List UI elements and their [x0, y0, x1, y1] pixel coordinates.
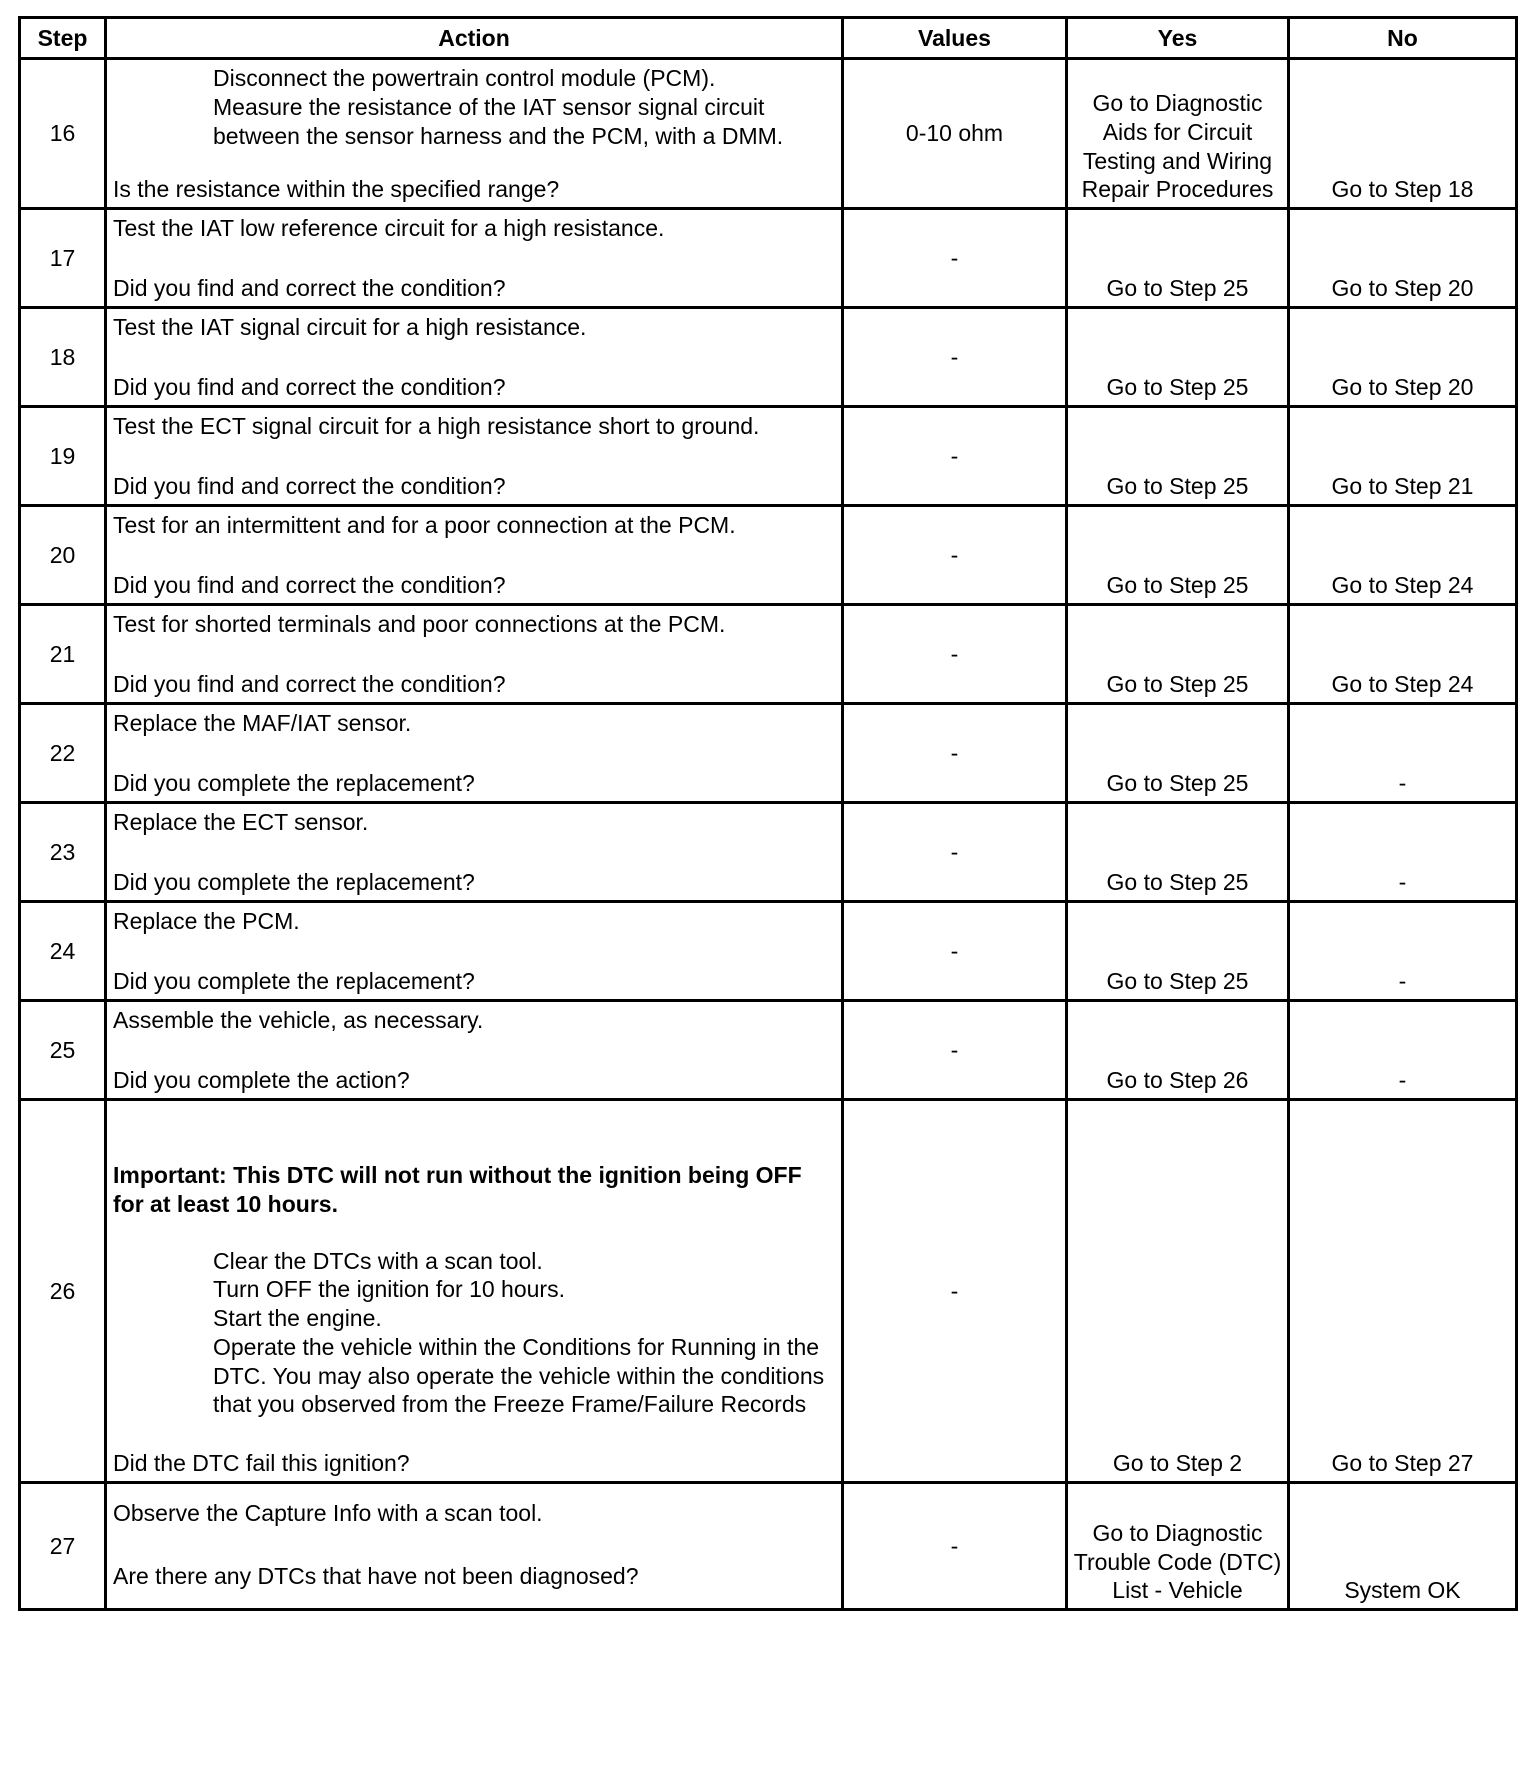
action-question: Did you find and correct the condition?: [113, 572, 506, 599]
step-number: 16: [20, 59, 106, 209]
action-text: Test the ECT signal circuit for a high resistance short to ground.: [113, 413, 760, 439]
action-cell: [106, 59, 843, 209]
header-step: Step: [20, 18, 106, 59]
table-row: [20, 209, 1517, 308]
value-cell: -: [843, 407, 1067, 506]
action-question: Did you find and correct the condition?: [113, 275, 506, 302]
action-text: Test the IAT low reference circuit for a high resistance.: [113, 215, 665, 241]
instruction-line: Operate the vehicle within the Conditions for Running in the DTC. You may also operate the vehicle within the conditions that you observed from the Freeze Frame/Failure Records: [213, 1333, 825, 1418]
yes-cell: Go to Diagnostic Aids for Circuit Testing and Wiring Repair Procedures: [1067, 59, 1289, 209]
value-cell: -: [843, 803, 1067, 902]
value-cell: -: [843, 506, 1067, 605]
step-number: 26: [20, 1100, 106, 1483]
table-row: [20, 605, 1517, 704]
no-cell: Go to Step 24: [1289, 506, 1517, 605]
action-text: Observe the Capture Info with a scan tool.: [113, 1499, 543, 1526]
instruction-line: Clear the DTCs with a scan tool.: [213, 1247, 543, 1274]
action-cell: [106, 1100, 843, 1483]
yes-cell: Go to Step 2: [1067, 1100, 1289, 1483]
step-number: 23: [20, 803, 106, 902]
header-no: No: [1289, 18, 1517, 59]
table-row: [20, 704, 1517, 803]
table-row: [20, 803, 1517, 902]
action-question: Did you complete the replacement?: [113, 869, 475, 896]
step-number: 27: [20, 1483, 106, 1610]
no-cell: -: [1289, 803, 1517, 902]
header-yes: Yes: [1067, 18, 1289, 59]
action-question: Is the resistance within the specified range?: [113, 176, 560, 203]
action-cell: [106, 704, 843, 803]
diagnostic-table: [18, 16, 1518, 1611]
action-text: Assemble the vehicle, as necessary.: [113, 1007, 484, 1033]
no-cell: Go to Step 18: [1289, 59, 1517, 209]
action-cell: [106, 1001, 843, 1100]
action-cell: [106, 803, 843, 902]
step-number: 25: [20, 1001, 106, 1100]
yes-cell: Go to Step 25: [1067, 506, 1289, 605]
action-text: Replace the MAF/IAT sensor.: [113, 710, 412, 736]
value-cell: -: [843, 902, 1067, 1001]
yes-cell: Go to Step 25: [1067, 803, 1289, 902]
table-row: [20, 506, 1517, 605]
action-cell: [106, 308, 843, 407]
no-cell: System OK: [1289, 1483, 1517, 1610]
step-number: 21: [20, 605, 106, 704]
action-text: Test the IAT signal circuit for a high resistance.: [113, 314, 587, 340]
no-cell: Go to Step 20: [1289, 209, 1517, 308]
table-row: [20, 1001, 1517, 1100]
step-number: 18: [20, 308, 106, 407]
table-row: [20, 59, 1517, 209]
yes-cell: Go to Step 25: [1067, 209, 1289, 308]
yes-cell: Go to Step 26: [1067, 1001, 1289, 1100]
instruction-line: Turn OFF the ignition for 10 hours.: [213, 1276, 565, 1303]
action-cell: [106, 209, 843, 308]
value-cell: -: [843, 704, 1067, 803]
action-cell: [106, 1483, 843, 1610]
instruction-line: Measure the resistance of the IAT sensor signal circuit between the sensor harness and the PCM, with a DMM.: [213, 93, 784, 149]
no-cell: -: [1289, 902, 1517, 1001]
no-cell: Go to Step 20: [1289, 308, 1517, 407]
header-values: Values: [843, 18, 1067, 59]
table-row: [20, 308, 1517, 407]
yes-cell: Go to Step 25: [1067, 704, 1289, 803]
no-cell: -: [1289, 704, 1517, 803]
step-number: 22: [20, 704, 106, 803]
action-cell: [106, 407, 843, 506]
header-row: [20, 18, 1517, 59]
action-question: Did the DTC fail this ignition?: [113, 1450, 410, 1477]
action-question: Are there any DTCs that have not been diagnosed?: [113, 1562, 639, 1589]
yes-cell: Go to Step 25: [1067, 308, 1289, 407]
action-question: Did you complete the action?: [113, 1067, 410, 1094]
action-cell: [106, 902, 843, 1001]
value-cell: -: [843, 605, 1067, 704]
value-cell: -: [843, 1100, 1067, 1483]
important-note: Important: This DTC will not run without the ignition being OFF for at least 10 hours.: [113, 1162, 802, 1217]
step-number: 20: [20, 506, 106, 605]
value-cell: 0-10 ohm: [843, 59, 1067, 209]
action-cell: [106, 506, 843, 605]
action-text: Replace the ECT sensor.: [113, 809, 369, 835]
action-text: Test for an intermittent and for a poor connection at the PCM.: [113, 512, 736, 538]
table-row: [20, 407, 1517, 506]
table-row: [20, 1483, 1517, 1610]
action-question: Did you find and correct the condition?: [113, 473, 506, 500]
action-text: Replace the PCM.: [113, 908, 300, 934]
action-question: Did you complete the replacement?: [113, 968, 475, 995]
table-row: [20, 902, 1517, 1001]
step-number: 17: [20, 209, 106, 308]
action-question: Did you complete the replacement?: [113, 770, 475, 797]
action-question: Did you find and correct the condition?: [113, 374, 506, 401]
value-cell: -: [843, 308, 1067, 407]
value-cell: -: [843, 1001, 1067, 1100]
no-cell: Go to Step 24: [1289, 605, 1517, 704]
header-action: Action: [106, 18, 843, 59]
step-number: 24: [20, 902, 106, 1001]
yes-cell: Go to Step 25: [1067, 407, 1289, 506]
yes-cell: Go to Step 25: [1067, 605, 1289, 704]
action-text: Test for shorted terminals and poor connections at the PCM.: [113, 611, 726, 637]
value-cell: -: [843, 209, 1067, 308]
no-cell: Go to Step 27: [1289, 1100, 1517, 1483]
table-row: [20, 1100, 1517, 1483]
step-number: 19: [20, 407, 106, 506]
action-question: Did you find and correct the condition?: [113, 671, 506, 698]
yes-cell: Go to Step 25: [1067, 902, 1289, 1001]
no-cell: Go to Step 21: [1289, 407, 1517, 506]
value-cell: -: [843, 1483, 1067, 1610]
instruction-line: Disconnect the powertrain control module (PCM).: [213, 65, 716, 91]
action-cell: [106, 605, 843, 704]
no-cell: -: [1289, 1001, 1517, 1100]
instruction-line: Start the engine.: [213, 1305, 382, 1331]
yes-cell: Go to Diagnostic Trouble Code (DTC) List - Vehicle: [1067, 1483, 1289, 1610]
